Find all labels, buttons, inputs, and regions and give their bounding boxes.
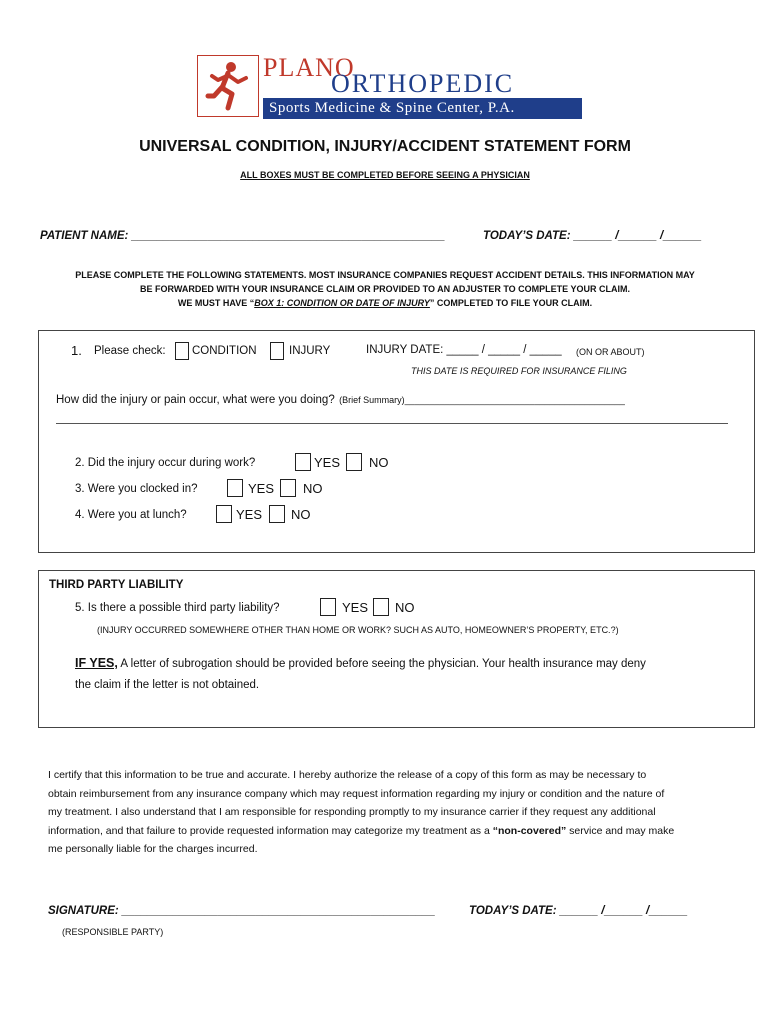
patient-name-field[interactable]: PATIENT NAME: _________________________________________________ [40,230,445,242]
if-yes-label: IF YES, [75,656,118,670]
injury-date-field[interactable]: INJURY DATE: _____ / _____ / _____ [366,344,562,356]
how-injury-label: How did the injury or pain occur, what were you doing? [56,394,335,406]
q5-no-checkbox[interactable] [373,598,389,616]
form-subtitle: ALL BOXES MUST BE COMPLETED BEFORE SEEING A PHYSICIAN [240,170,530,180]
insurance-notice [0,268,770,310]
injury-checkbox[interactable] [270,342,284,360]
subrogation-text-2: the claim if the letter is not obtained. [75,679,260,691]
date-required-note: THIS DATE IS REQUIRED FOR INSURANCE FILING [411,366,627,376]
responsible-party-label: (RESPONSIBLE PARTY) [62,927,164,937]
notice-line-3-emphasis: BOX 1: CONDITION OR DATE OF INJURY [254,298,430,308]
practice-logo [197,55,587,123]
q1-label: Please check: [94,345,166,357]
third-party-liability-box [38,570,755,728]
certification-paragraph [48,766,748,859]
on-or-about-label: (ON OR ABOUT) [576,347,645,357]
notice-line-1: PLEASE COMPLETE THE FOLLOWING STATEMENTS. MOST INSURANCE COMPANIES REQUEST ACCIDENT DETAILS. THIS INFORMATION MAY [75,270,695,280]
summary-blank-line[interactable] [56,423,728,424]
q4-yes-checkbox[interactable] [216,505,232,523]
notice-line-2: BE FORWARDED WITH YOUR INSURANCE CLAIM OR PROVIDED TO AN ADJUSTER TO COMPLETE YOUR CLAIM. [139,284,631,294]
logo-brand-plano: PLANO [263,53,355,82]
form-title: UNIVERSAL CONDITION, INJURY/ACCIDENT STATEMENT FORM [139,138,631,155]
notice-line-3-suffix: ” COMPLETED TO FILE YOUR CLAIM. [429,298,593,308]
signature-date-field[interactable]: TODAY’S DATE: ______ /______ /______ [469,905,688,917]
q4-no-label: NO [291,507,311,522]
subrogation-text-1: A letter of subrogation should be provided before seeing the physician. Your health insurance may deny [117,658,646,670]
q1-number: 1. [71,343,82,358]
q3-no-checkbox[interactable] [280,479,296,497]
q2-yes-checkbox[interactable] [295,453,311,471]
q3-yes-checkbox[interactable] [227,479,243,497]
q3-yes-label: YES [248,481,275,496]
q4-yes-label: YES [236,507,263,522]
non-covered-term: “non-covered” [492,824,567,837]
how-injury-row [56,390,625,408]
notice-line-3-prefix: WE MUST HAVE “ [177,298,255,308]
notice-line-3 [0,296,770,310]
certify-line-4 [48,822,748,841]
certify-line-2: obtain reimbursement from any insurance company which may request information regarding my injury or condition and the nature of [48,787,665,800]
brief-summary-field[interactable]: (Brief Summary)____________________________________________ [339,395,625,405]
injury-option-label: INJURY [289,345,331,357]
q5-yes-checkbox[interactable] [320,598,336,616]
q4-no-checkbox[interactable] [269,505,285,523]
subrogation-paragraph [75,653,745,696]
condition-option-label: CONDITION [192,345,257,357]
condition-checkbox[interactable] [175,342,189,360]
condition-injury-box [38,330,755,553]
q4-label: 4. Were you at lunch? [75,509,187,521]
q5-label: 5. Is there a possible third party liability? [75,602,280,614]
runner-icon [197,55,259,117]
q5-note: (INJURY OCCURRED SOMEWHERE OTHER THAN HOME OR WORK? SUCH AS AUTO, HOMEOWNER’S PROPERTY, ETC.?) [97,625,619,635]
third-party-heading: THIRD PARTY LIABILITY [49,579,184,591]
signature-field[interactable]: SIGNATURE: _________________________________________________ [48,905,436,917]
q2-no-label: NO [369,455,389,470]
certify-line-4a: information, and that failure to provide requested information may categorize my treatment as a [48,824,493,837]
logo-brand-orthopedic: ORTHOPEDIC [331,69,515,98]
q2-label: 2. Did the injury occur during work? [75,457,256,469]
q3-no-label: NO [303,481,323,496]
todays-date-field[interactable]: TODAY’S DATE: ______ /______ /______ [483,230,702,242]
q2-yes-label: YES [314,455,341,470]
certify-line-1: I certify that this information to be true and accurate. I hereby authorize the release of a copy of this form as may be necessary to [48,769,647,781]
q3-label: 3. Were you clocked in? [75,483,198,495]
logo-tagline: Sports Medicine & Spine Center, P.A. [263,98,582,119]
q5-yes-label: YES [342,600,369,615]
q2-no-checkbox[interactable] [346,453,362,471]
certify-line-4c: service and may make [566,824,675,837]
q5-no-label: NO [395,600,415,615]
certify-line-5: me personally liable for the charges incurred. [48,843,258,855]
certify-line-3: my treatment. I also understand that I am responsible for responding promptly to my insurance carrier if they request any additional [48,806,656,818]
